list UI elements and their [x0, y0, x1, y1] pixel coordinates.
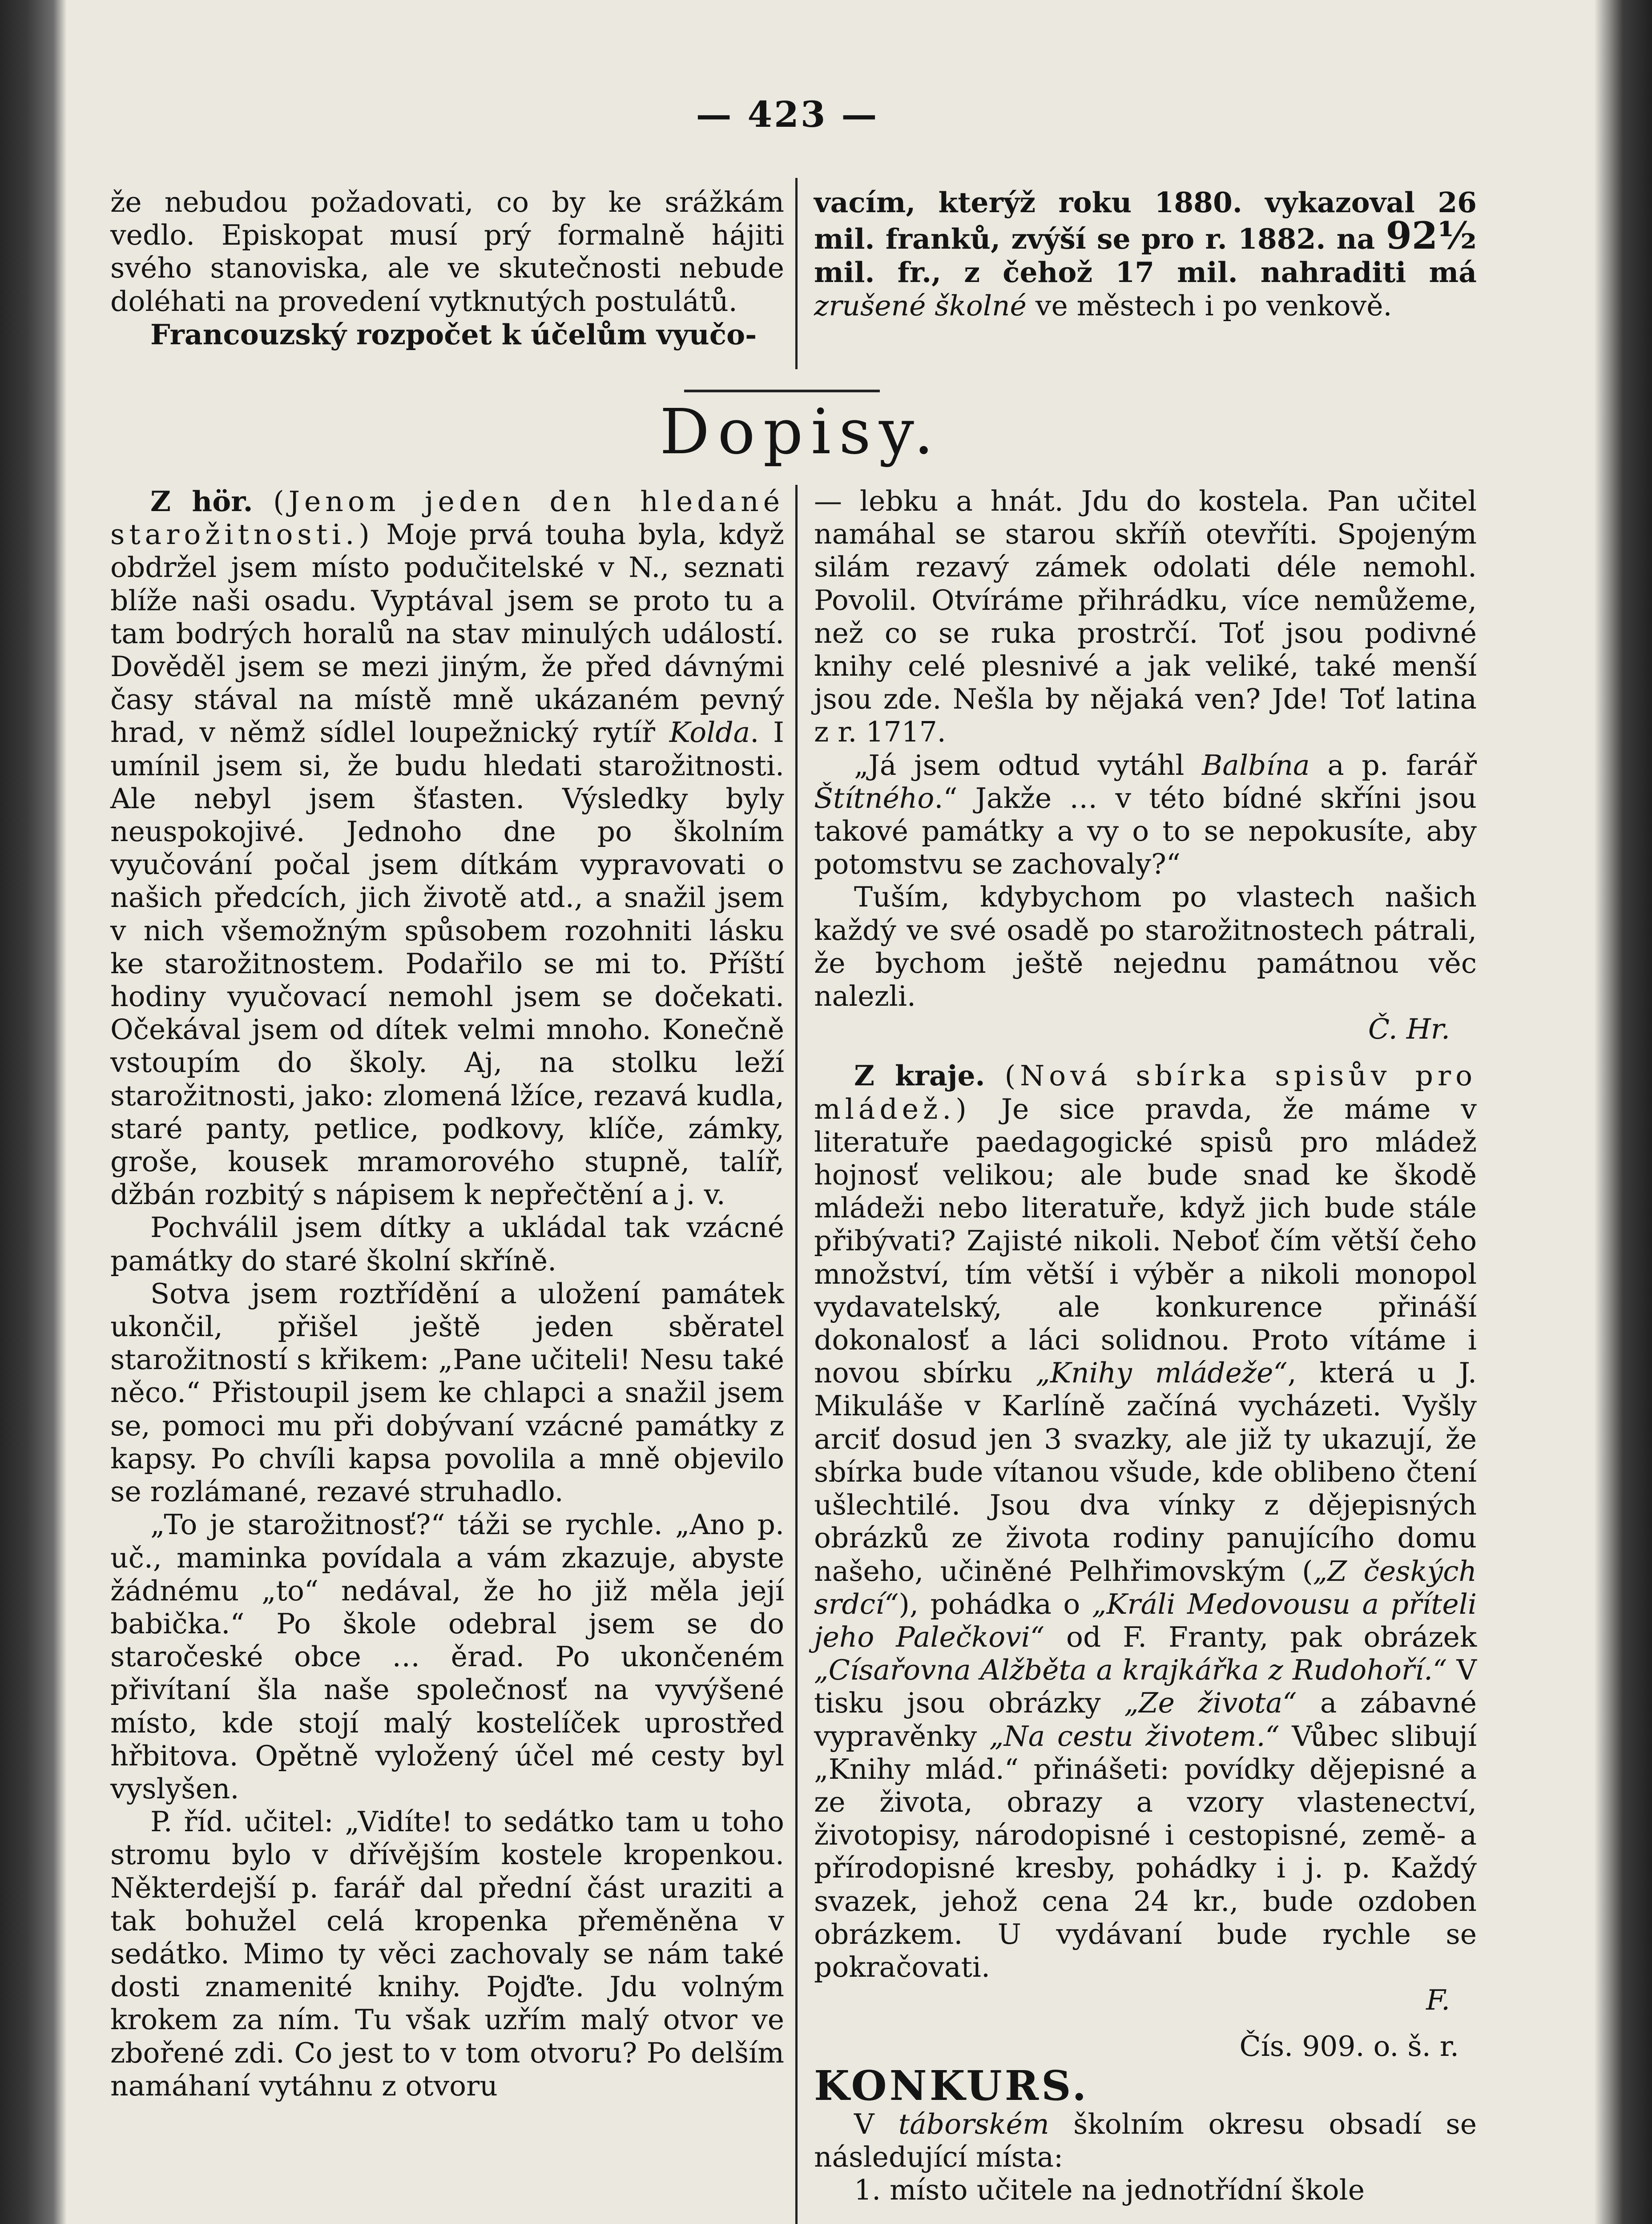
konkurs-paragraph-1: [814, 2108, 1477, 2174]
top-right-amount: 92½: [1386, 214, 1477, 258]
konkurs-paragraph-2: 1. místo učitele na jednotřídní škole: [854, 2173, 1365, 2206]
left-paragraph-1: [110, 485, 784, 1211]
right-paragraph-1: — lebku a hnát. Jdu do kostela. Pan učitel namáhal se starou skříň otevříti. Spojeným silám rezavý zámek odolati déle nemohl. Povolil. Otvíráme přihrádku, více nemůžeme, než co se ruka prostrčí. Toť jsou podivné knihy celé plesnivé a jak veliké, také menší jsou zde. Nešla by nějaká ven? Jde! Toť latina z r. 1717.: [814, 485, 1477, 749]
right-p2c: .“ Jakže … v této bídné skříni jsou takové památky a vy o to se nepokusíte, aby potomstvu se zachovaly?“: [814, 782, 1477, 881]
top-column-rule: [795, 178, 798, 369]
right-p4-italic-3: „Králi Medovousu a příteli jeho Palečkovi“: [814, 1587, 1477, 1653]
section-title: Dopisy.: [660, 396, 942, 468]
right-paragraph-3: Tuším, kdybychom po vlastech našich každý ve své osadě po starožitnostech pátrali, že bychom ještě nejednu památnou věc nalezli.: [814, 881, 1477, 1013]
left-heading: Z hör.: [150, 485, 253, 518]
left-p1-italic: Kolda: [669, 716, 750, 749]
top-left-paragraph-2: Francouzský rozpočet k účelům vyučo-: [150, 318, 757, 351]
right-p4-italic-6: „Na cestu životem.“: [989, 1720, 1280, 1753]
top-right-text-2: mil. fr., z čehož 17 mil. nahraditi má: [814, 256, 1477, 289]
section-rule: [684, 390, 880, 392]
konkurs-reference: Čís. 909. o. š. r.: [1239, 2030, 1459, 2063]
right-paragraph-4: [814, 1059, 1477, 1984]
left-paragraph-4: „To je starožitnosť?“ táži se rychle. „Ano p. uč., maminka povídala a vám zkazuje, abyste žádnému „to“ nedával, že ho již měla její babička.“ Po škole odebral jsem se do staročeské obce … ěrad. Po ukončeném přivítaní šla naše společnosť na vyvýšené místo, kde stojí malý kostelíček uprostřed hřbitova. Opětně vyložený účel mé cesty byl vyslyšen.: [110, 1508, 784, 1805]
right-p2a: „Já jsem odtud vytáhl: [854, 749, 1202, 782]
top-right-text-1: vacím, kterýž roku 1880. vykazoval 26 mil. franků, zvýší se pro r. 1882. na: [814, 186, 1477, 256]
right-column: [814, 485, 1477, 2207]
right-p4e: V tisku jsou obrázky: [814, 1654, 1477, 1720]
right-p4-italic-1: „Knihy mládeže“: [1036, 1357, 1288, 1390]
top-right-text-3: ve městech i po venkově.: [1026, 289, 1392, 322]
right-p4f: a zábavné vypravěnky: [814, 1687, 1477, 1753]
right-p4-italic-2: „Z českých srdcí“: [814, 1555, 1477, 1620]
right-p4g: Vůbec slibují „Knihy mlád.“ přinášeti: povídky dějepisné a ze života, obrazy a vzory vlastenectví, životopisy, národopisné i cestopisné, země- a přírodopisné kresby, pohádky i j. p. Každý svazek, jehož cena 24 kr., bude ozdoben obrázkem. U vydávaní bude rychle se pokračovati.: [814, 1720, 1477, 1983]
left-paragraph-5: P. říd. učitel: „Vidíte! to sedátko tam u toho stromu bylo v dřívějším kostele kropenkou. Některdejší p. farář dal přední část uraziti a tak bohužel celá kropenka přeměněna v sedátko. Mimo ty věci zachovaly se nám také dosti znamenité knihy. Pojďte. Jdu volným krokem za ním. Tu však uzřím malý otvor ve zbořené zdi. Co jest to v tom otvoru? Po delším namáhaní vytáhnu z otvoru: [110, 1805, 784, 2102]
right-p4d: od F. Franty, pak obrázek: [1044, 1620, 1477, 1653]
signature-2: F.: [1426, 1984, 1450, 2017]
left-column: [110, 485, 784, 2103]
top-right-paragraph: [814, 186, 1477, 322]
left-paragraph-3: Sotva jsem roztřídění a uložení památek ukončil, přišel ještě jeden sběratel starožitností s křikem: „Pane učiteli! Nesu také něco.“ Přistoupil jsem ke chlapci a snažil jsem se, pomoci mu při dobývaní vzácné památky z kapsy. Po chvíli kapsa povolila a mně objevilo se rozlámané, rezavé struhadlo.: [110, 1277, 784, 1508]
left-paragraph-2: Pochválil jsem dítky a ukládal tak vzácné památky do staré školní skříně.: [110, 1211, 784, 1277]
right-p4-italic-4: „Císařovna Alžběta a krajkářka z Rudohoří.“: [814, 1654, 1447, 1687]
right-p2-italic-2: Štítného: [814, 782, 935, 814]
konkurs-k1a: V: [854, 2107, 899, 2140]
konkurs-k1b: školním okresu obsadí se následující místa:: [814, 2107, 1477, 2173]
right-p4c: ), pohádka o: [899, 1587, 1092, 1620]
top-right-column: [814, 186, 1477, 322]
right-p4a: Je sice pravda, že máme v literatuře paedagogické spisů pro mládež hojnosť velikou; ale bude snad ke škodě mládeži nebo literatuře, když jich bude stále přibývati? Zajisté nikoli. Neboť čím větší čeho množství, tím větší i výběr a nikoli monopol vydavatelský, ale konkurence přináší dokonalosť a láci solidnou. Proto vítáme i novou sbírku: [814, 1092, 1477, 1390]
right-p4-italic-5: „Ze života“: [1124, 1687, 1297, 1720]
middle-column-rule: [795, 485, 798, 2224]
top-left-paragraph-1: že nebudou požadovati, co by ke srážkám vedlo. Episkopat musí prý formalně hájiti svého stanoviska, ale ve skutečnosti nebude doléhati na provedení vytknutých postulátů.: [110, 186, 784, 318]
right-p4b: , která u J. Mikuláše v Karlíně začíná vycházeti. Vyšly arciť dosud jen 3 svazky, ale již ty ukazují, že sbírka bude vítanou všude, kde oblibeno čtení ušlechtilé. Jsou dva vínky z dějepisných obrázků ze života rodiny panujícího domu našeho, učiněné Pelhřimovským (: [814, 1357, 1477, 1587]
right-paragraph-2: [814, 749, 1477, 881]
scan-edge-left: [0, 0, 67, 2224]
left-p1a: Moje prvá touha byla, když obdržel jsem místo podučitelské v N., seznati blíže naši osadu. Vyptával jsem se proto tu a tam bodrých horalů na stav minulých událostí. Dověděl jsem se mezi jiným, že před dávnými časy stával na místě mně ukázaném pevný hrad, v němž sídlel loupežnický rytíř: [110, 518, 784, 749]
konkurs-title: KONKURS.: [814, 2061, 1089, 2110]
signature-1: Č. Hr.: [1368, 1013, 1450, 1046]
page-number: — 423 —: [696, 93, 879, 135]
right-p2-italic-1: Balbína: [1201, 749, 1310, 782]
scan-edge-right: [1594, 0, 1652, 2224]
right-heading: Z kraje.: [854, 1059, 985, 1092]
top-left-column: [110, 186, 784, 351]
konkurs-italic: táborském: [898, 2107, 1049, 2140]
top-right-italic: zrušené školné: [814, 289, 1027, 322]
right-heading-spaced: (Nová sbírka spisův pro mládež.): [814, 1060, 1477, 1125]
left-heading-spaced: (Jenom jeden den hledané starožitnosti.): [110, 485, 784, 551]
right-p2b: a p. farář: [1310, 749, 1477, 782]
left-p1b: . I umínil jsem si, že budu hledati starožitnosti. Ale nebyl jsem šťasten. Výsledky byly neuspokojivé. Jednoho dne po školním vyučování počal jsem dítkám vypravovati o našich předcích, jich životě atd., a snažil jsem v nich všemožným spůsobem rozohniti lásku ke starožitnostem. Podařilo se mi to. Příští hodiny vyučovací nemohl jsem se dočekati. Očekával jsem od dítek velmi mnoho. Konečně vstoupím do školy. Aj, na stolku leží starožitnosti, jako: zlomená lžíce, rezavá kudla, staré panty, petlice, podkovy, klíče, zámky, groše, kousek mramorového stupně, talíř, džbán rozbitý s nápisem k nepřečtění a j. v.: [110, 716, 784, 1211]
